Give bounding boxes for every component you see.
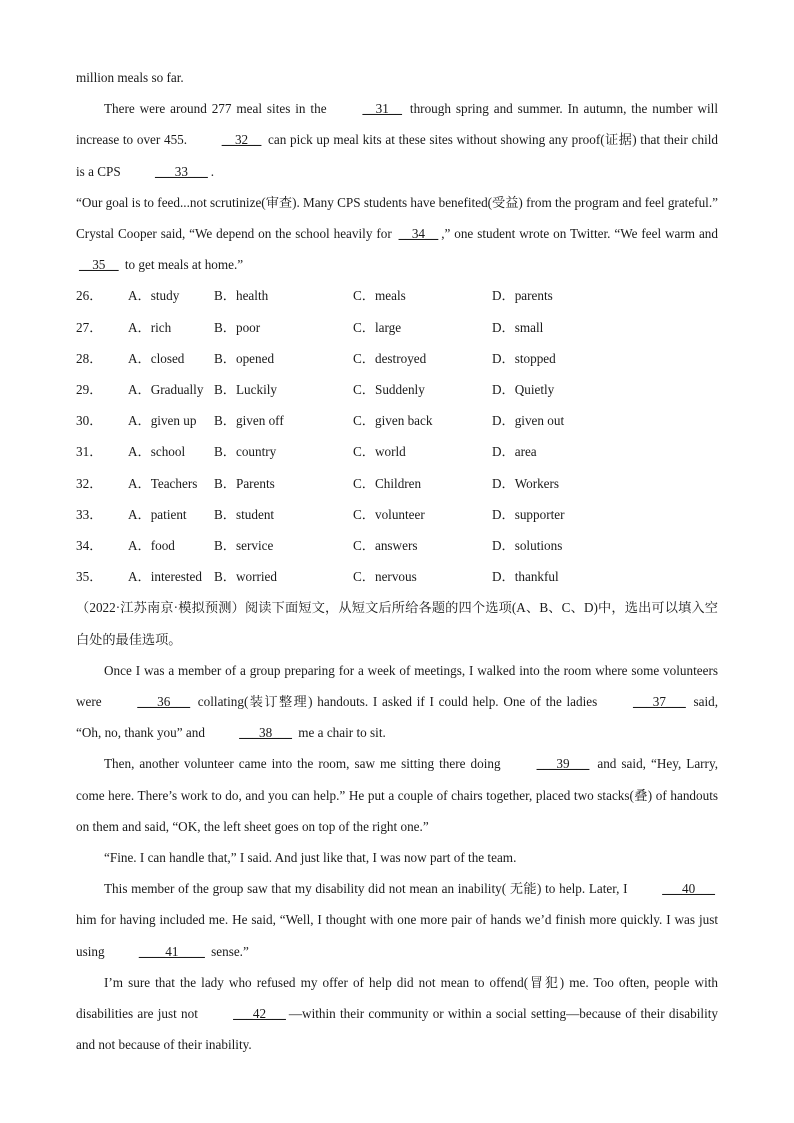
option-a: A．closed [128, 350, 185, 366]
text-run: to get meals at home.” [121, 257, 244, 273]
question-number: 26． [76, 288, 103, 304]
option-d: D．given out [492, 413, 565, 429]
option-c: C．nervous [353, 569, 417, 585]
option-b: B．poor [214, 319, 261, 335]
option-d: D．parents [492, 288, 553, 304]
blank-36: ___36___ [137, 693, 191, 709]
text-run: can pick up meal kits at these sites without showing any proof(证据) that their child is a CPS [76, 132, 719, 179]
question-number: 30． [76, 413, 103, 429]
text-run: through spring and summer. In autumn, the number will increase to over 455. [76, 101, 718, 148]
text-run: This member of the group saw that my disability did not mean an inability( 无能) to help. Later, I [104, 881, 632, 897]
question-row [76, 530, 718, 561]
option-b: B．service [214, 537, 274, 553]
question-row [76, 468, 718, 499]
question-number: 35． [76, 569, 103, 585]
option-c: C．given back [353, 413, 433, 429]
text-run: and said, “Hey, Larry, come here. There’s work to do, and you can help.” He put a couple of chairs together, placed two stacks(叠) of handouts on them and said, “OK, the left sheet goes on top of the right one.” [76, 756, 718, 834]
option-a: A．rich [128, 319, 172, 335]
option-c: C．Suddenly [353, 381, 425, 397]
option-a: A．patient [128, 506, 187, 522]
blank-31: __31__ [362, 101, 403, 117]
document-content [76, 62, 718, 1060]
blank-35: __35__ [79, 257, 119, 273]
option-a: A．given up [128, 413, 197, 429]
text-run: sense.” [207, 943, 249, 959]
blank-33: ___33___ [155, 163, 208, 179]
option-b: B．Luckily [214, 381, 278, 397]
text-run: me a chair to sit. [294, 725, 386, 741]
option-c: C．answers [353, 537, 418, 553]
passage-paragraph [76, 655, 718, 749]
option-b: B．health [214, 288, 269, 304]
passage-paragraph [76, 873, 718, 967]
option-d: D．Workers [492, 475, 560, 491]
question-number: 29． [76, 381, 103, 397]
text-run: him for having included me. He said, “Well, I thought with one more pair of hands we’d finish more quickly. I was just using [76, 912, 718, 959]
blank-38: ___38___ [239, 725, 292, 741]
blank-39: ___39___ [536, 756, 590, 772]
blank-37: ___37___ [633, 693, 686, 709]
option-d: D．stopped [492, 350, 556, 366]
text-run: “Our goal is to feed...not scrutinize(审查). Many CPS students have benefited(受益) from the program and feel grateful.” Crystal Cooper said, “We depend on the school heavily for [76, 194, 718, 242]
option-a: A．Gradually [128, 381, 204, 397]
option-d: D．small [492, 319, 544, 335]
question-row [76, 374, 718, 405]
text-run: ,” one student wrote on Twitter. “We feel warm and [441, 226, 718, 242]
question-row [76, 436, 718, 467]
question-row [76, 312, 718, 343]
passage-paragraph [76, 93, 718, 187]
text-run: collating(装订整理) handouts. I asked if I could help. One of the ladies [193, 693, 602, 709]
option-d: D．Quietly [492, 381, 555, 397]
question-number: 32． [76, 475, 103, 491]
blank-34: __34__ [398, 226, 439, 242]
blank-41: ____41____ [138, 943, 205, 959]
passage-paragraph [76, 967, 718, 1061]
passage-paragraph: “Fine. I can handle that,” I said. And just like that, I was now part of the team. [104, 849, 517, 865]
option-d: D．supporter [492, 506, 565, 522]
section-instruction: （2022·江苏南京·模拟预测）阅读下面短文，从短文后所给各题的四个选项(A、B、C、D)中，选出可以填入空白处的最佳选项。 [76, 600, 718, 647]
blank-40: ___40___ [662, 881, 715, 897]
option-a: A．interested [128, 569, 202, 585]
text-run: There were around 277 meal sites in the [104, 101, 332, 117]
question-number: 33． [76, 506, 103, 522]
option-b: B．student [214, 506, 275, 522]
option-a: A．Teachers [128, 475, 198, 491]
option-d: D．area [492, 444, 537, 460]
option-b: B．given off [214, 413, 284, 429]
passage-paragraph [76, 187, 718, 281]
option-c: C．large [353, 319, 402, 335]
option-a: A．school [128, 444, 186, 460]
option-c: C．meals [353, 288, 406, 304]
text-run: Once I was a member of a group preparing for a week of meetings, I walked into the room where some volunteers were [76, 662, 718, 709]
passage-paragraph [76, 748, 718, 842]
question-options-list [76, 280, 718, 592]
question-row [76, 343, 718, 374]
question-number: 31． [76, 444, 103, 460]
option-b: B．opened [214, 350, 275, 366]
option-c: C．Children [353, 475, 422, 491]
question-number: 28． [76, 350, 103, 366]
text-run: said, “Oh, no, thank you” and [76, 693, 719, 741]
option-b: B．worried [214, 569, 277, 585]
question-row [76, 561, 718, 592]
option-d: D．thankful [492, 569, 559, 585]
text-run: I’m sure that the lady who refused my offer of help did not mean to offend(冒犯) me. Too often, people with disabilities are just not [76, 974, 718, 1021]
option-c: C．destroyed [353, 350, 427, 366]
text-run: —within their community or within a social setting—because of their disability and not because of their inability. [76, 1005, 718, 1053]
question-row [76, 499, 718, 530]
option-a: A．food [128, 537, 175, 553]
option-b: B．Parents [214, 475, 275, 491]
option-c: C．volunteer [353, 506, 425, 522]
passage-line: million meals so far. [76, 70, 184, 85]
option-a: A．study [128, 288, 180, 304]
option-d: D．solutions [492, 537, 563, 553]
text-run: . [210, 163, 215, 179]
blank-32: __32__ [221, 132, 262, 148]
question-row [76, 405, 718, 436]
option-b: B．country [214, 444, 277, 460]
question-number: 27． [76, 319, 103, 335]
text-run: Then, another volunteer came into the room, saw me sitting there doing [104, 756, 506, 772]
option-c: C．world [353, 444, 406, 460]
blank-42: ___42___ [233, 1005, 286, 1021]
question-row [76, 280, 718, 311]
question-number: 34． [76, 537, 103, 553]
